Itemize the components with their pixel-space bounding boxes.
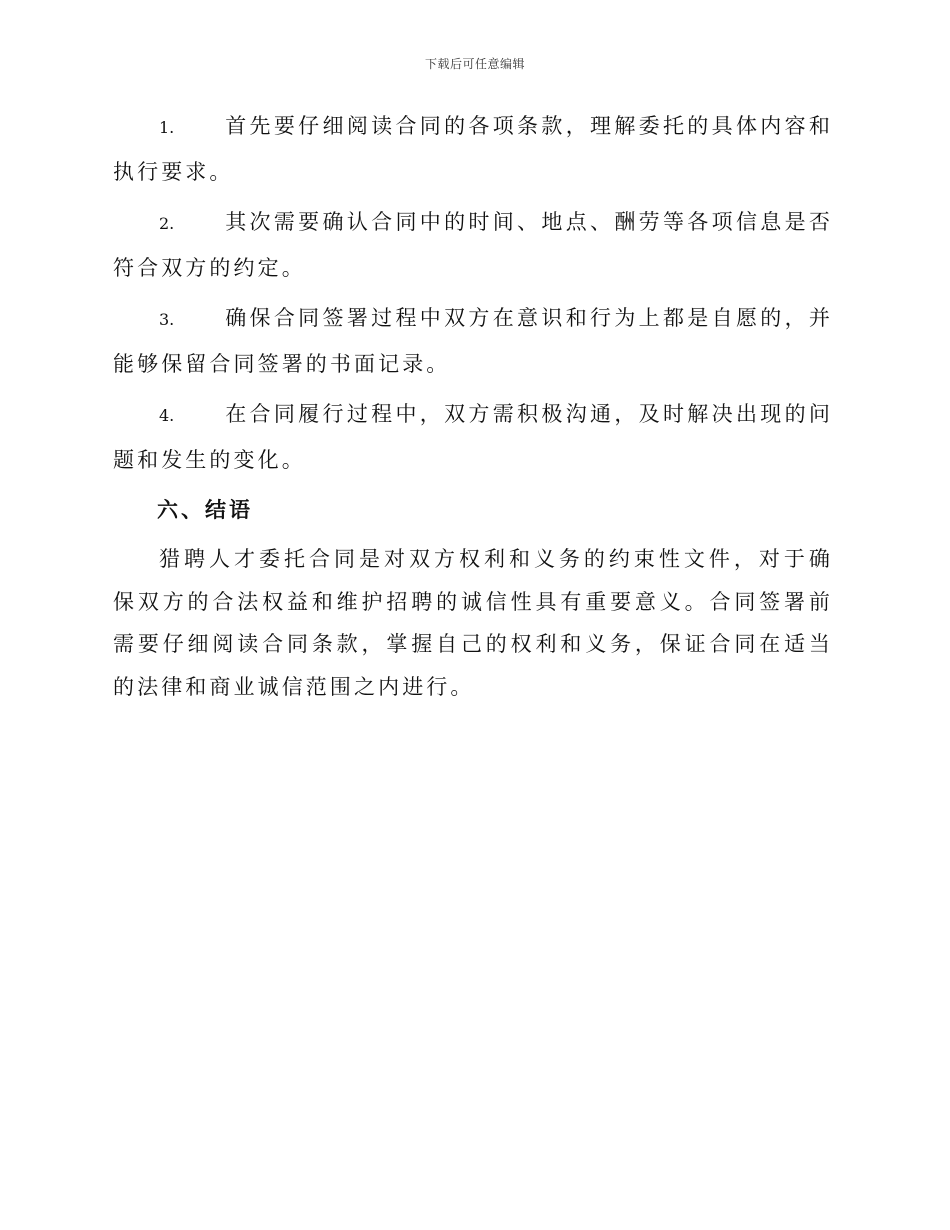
section-heading: 六、结语 [157,497,253,522]
list-item-text: 在合同履行过程中，双方需积极沟通，及时解决出现的问题和发生的变化。 [113,402,833,472]
list-item-text: 首先要仔细阅读合同的各项条款，理解委托的具体内容和执行要求。 [113,114,833,184]
document-body [113,104,833,708]
list-item [113,200,833,290]
list-item [113,392,833,482]
list-item-number: 2. [159,214,175,233]
list-item-number: 4. [159,406,175,425]
list-item-number: 3. [159,310,175,329]
list-item-number: 1. [159,118,175,137]
list-item [113,104,833,194]
list-item-text: 确保合同签署过程中双方在意识和行为上都是自愿的，并能够保留合同签署的书面记录。 [113,306,833,376]
list-item-text: 其次需要确认合同中的时间、地点、酬劳等各项信息是否符合双方的约定。 [113,210,833,280]
list-item [113,296,833,386]
conclusion-paragraph: 猎聘人才委托合同是对双方权利和义务的约束性文件，对于确保双方的合法权益和维护招聘的诚信性具有重要意义。合同签署前需要仔细阅读合同条款，掌握自己的权利和义务，保证合同在适当的法律和商业诚信范围之内进行。 [113,547,833,699]
header-note: 下载后可任意编辑 [424,57,525,71]
